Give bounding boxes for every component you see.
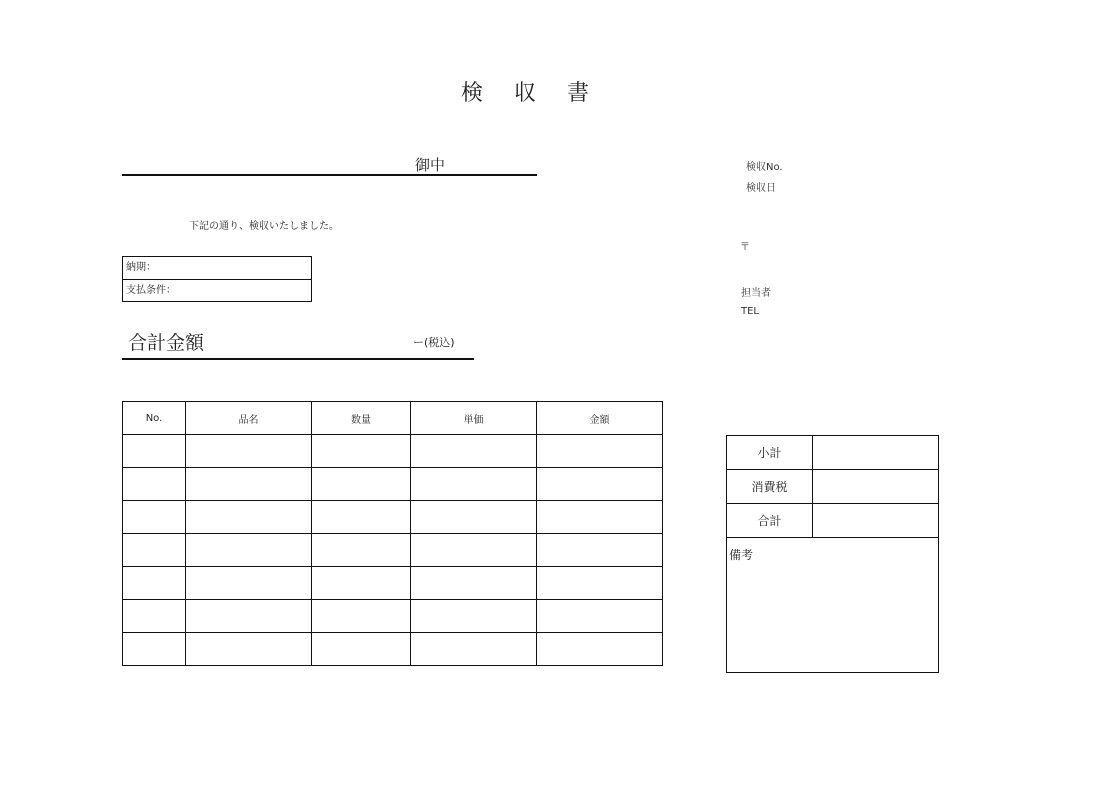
cell-quantity: [312, 501, 411, 534]
cell-no: [123, 435, 186, 468]
delivery-date-label: 納期：: [126, 262, 156, 273]
terms-box: [122, 256, 312, 302]
table-row: [123, 567, 663, 600]
cell-quantity: [312, 435, 411, 468]
subtotal-label: 小計: [727, 436, 813, 469]
cell-amount: [537, 435, 663, 468]
cell-item-name: [186, 534, 312, 567]
total-amount-line: [122, 358, 474, 360]
cell-unit-price: [411, 435, 537, 468]
tax-value: [813, 470, 938, 503]
payment-terms-label: 支払条件：: [123, 279, 311, 301]
table-row: [123, 468, 663, 501]
cell-quantity: [312, 633, 411, 666]
cell-no: [123, 600, 186, 633]
total-amount-label: 合計金額: [128, 332, 205, 354]
cell-quantity: [312, 534, 411, 567]
person-in-charge-label: 担当者: [741, 288, 771, 299]
cell-no: [123, 567, 186, 600]
cell-unit-price: [411, 633, 537, 666]
total-amount: ー: [413, 336, 424, 349]
subtotal-value: [813, 436, 938, 469]
cell-item-name: [186, 435, 312, 468]
total-amount-value: [413, 334, 455, 350]
subtotal-row: [727, 436, 938, 470]
cell-quantity: [312, 567, 411, 600]
table-row: [123, 435, 663, 468]
cell-unit-price: [411, 534, 537, 567]
remarks-label: 備考: [729, 548, 754, 562]
recipient-suffix: 御中: [415, 156, 446, 174]
header-unit-price: 単価: [411, 402, 537, 435]
cell-amount: [537, 567, 663, 600]
cell-no: [123, 534, 186, 567]
document-title: 検 収 書: [461, 81, 601, 106]
inspection-no-label: 検収No.: [746, 162, 783, 173]
cell-no: [123, 501, 186, 534]
header-amount: 金額: [537, 402, 663, 435]
header-item-name: 品名: [186, 402, 312, 435]
header-no: No.: [123, 402, 186, 435]
table-row: [123, 633, 663, 666]
tax-row: [727, 470, 938, 504]
postal-mark: 〒: [740, 242, 750, 253]
tax-included-note: (税込): [424, 336, 455, 349]
tel-label: TEL: [741, 306, 759, 317]
cell-amount: [537, 633, 663, 666]
cell-no: [123, 633, 186, 666]
cell-item-name: [186, 633, 312, 666]
summary-box: [726, 435, 939, 673]
table-row: [123, 534, 663, 567]
cell-item-name: [186, 468, 312, 501]
cell-no: [123, 468, 186, 501]
table-row: [123, 600, 663, 633]
grand-total-row: [727, 504, 938, 538]
intro-text: 下記の通り、検収いたしました。: [189, 221, 339, 232]
cell-amount: [537, 501, 663, 534]
cell-quantity: [312, 600, 411, 633]
table-header-row: [123, 402, 663, 435]
cell-amount: [537, 468, 663, 501]
grand-total-value: [813, 504, 938, 537]
cell-item-name: [186, 600, 312, 633]
cell-unit-price: [411, 600, 537, 633]
cell-item-name: [186, 501, 312, 534]
cell-unit-price: [411, 468, 537, 501]
cell-quantity: [312, 468, 411, 501]
grand-total-label: 合計: [727, 504, 813, 537]
cell-item-name: [186, 567, 312, 600]
cell-amount: [537, 600, 663, 633]
table-row: [123, 501, 663, 534]
header-quantity: 数量: [312, 402, 411, 435]
tax-label: 消費税: [727, 470, 813, 503]
cell-unit-price: [411, 567, 537, 600]
recipient-line: [122, 174, 537, 176]
items-table: [122, 401, 663, 666]
cell-amount: [537, 534, 663, 567]
cell-unit-price: [411, 501, 537, 534]
inspection-date-label: 検収日: [746, 183, 776, 194]
